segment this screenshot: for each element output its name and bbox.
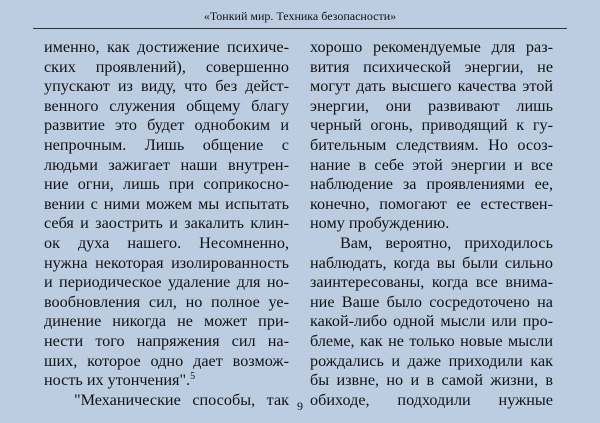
text-line: хорошо рекомендуемые для раз- [310,38,553,56]
text-line: именно, как достижение психиче- [44,38,289,56]
right-column [310,38,553,410]
text-line: развитие это будет однобоким и [44,116,289,135]
paragraph-start-line: Вам, вероятно, приходилось [340,233,553,252]
text-line: блеме, как не только новые мысли [310,331,553,350]
text-line: вообновления сил, но полное уе- [44,292,289,311]
text-line: заинтересованы, когда все внима- [310,273,553,292]
text-line: конечно, помогают ее естествен- [310,194,553,213]
text-line: ших, которое одно дает возмож- [44,351,289,370]
text-line: вития психической энергии, не [310,57,553,76]
text-line: бительным следствиям. Но осоз- [310,135,553,154]
text-line: и периодическое удаление для но- [44,273,289,292]
text-line: вении с ними можем мы испытать [44,194,289,213]
text-line: могут дать высшего качества этой [310,77,553,96]
paragraph-start-line: "Механические способы, так [74,390,289,409]
text-line: черный огонь, приводящий к гу- [310,116,553,135]
text-line: наблюдение за проявлениями ее, [310,175,553,194]
footnote-reference: 5 [190,371,196,383]
text-line: нести того напряжения сил на- [44,331,289,350]
text-line: рождались и даже приходили как [310,351,553,370]
text-line-content: ность их утончения". [44,371,191,390]
text-line: упускают из виду, что без дейст- [44,77,289,96]
text-line: нание в себе этой энергии и все [310,155,553,174]
text-line: непрочным. Лишь общение с [44,135,289,154]
text-line: наблюдать, когда вы были сильно [310,253,553,272]
header-divider [33,28,567,29]
left-column [44,38,289,410]
text-line: ние огни, лишь при соприкосно- [44,175,289,194]
text-line: ок духа нашего. Несомненно, [44,233,289,252]
text-line: нужна некоторая изолированность [44,253,289,272]
text-line: ному пробуждению. [310,214,450,233]
text-line: какой-либо одной мысли или про- [310,312,553,331]
text-line: венного служения общему благу [44,96,289,115]
text-line: ние Ваше было сосредоточено на [310,292,553,311]
text-line [44,371,289,391]
running-header: «Тонкий мир. Техника безопасности» [203,9,397,23]
text-line: людьми зажигает наши внутрен- [44,155,289,174]
page-number: 9 [297,399,303,413]
text-line: бы извне, но и в самой жизни, в [310,371,553,390]
text-line: динение никогда не может при- [44,312,289,331]
text-line: энергии, они развивают лишь [310,96,553,115]
text-line: ских проявлений), совершенно [44,57,289,76]
text-line: себя и заострить и закалить клин- [44,214,289,233]
text-line: обиходе, подходили нужные [310,390,553,409]
